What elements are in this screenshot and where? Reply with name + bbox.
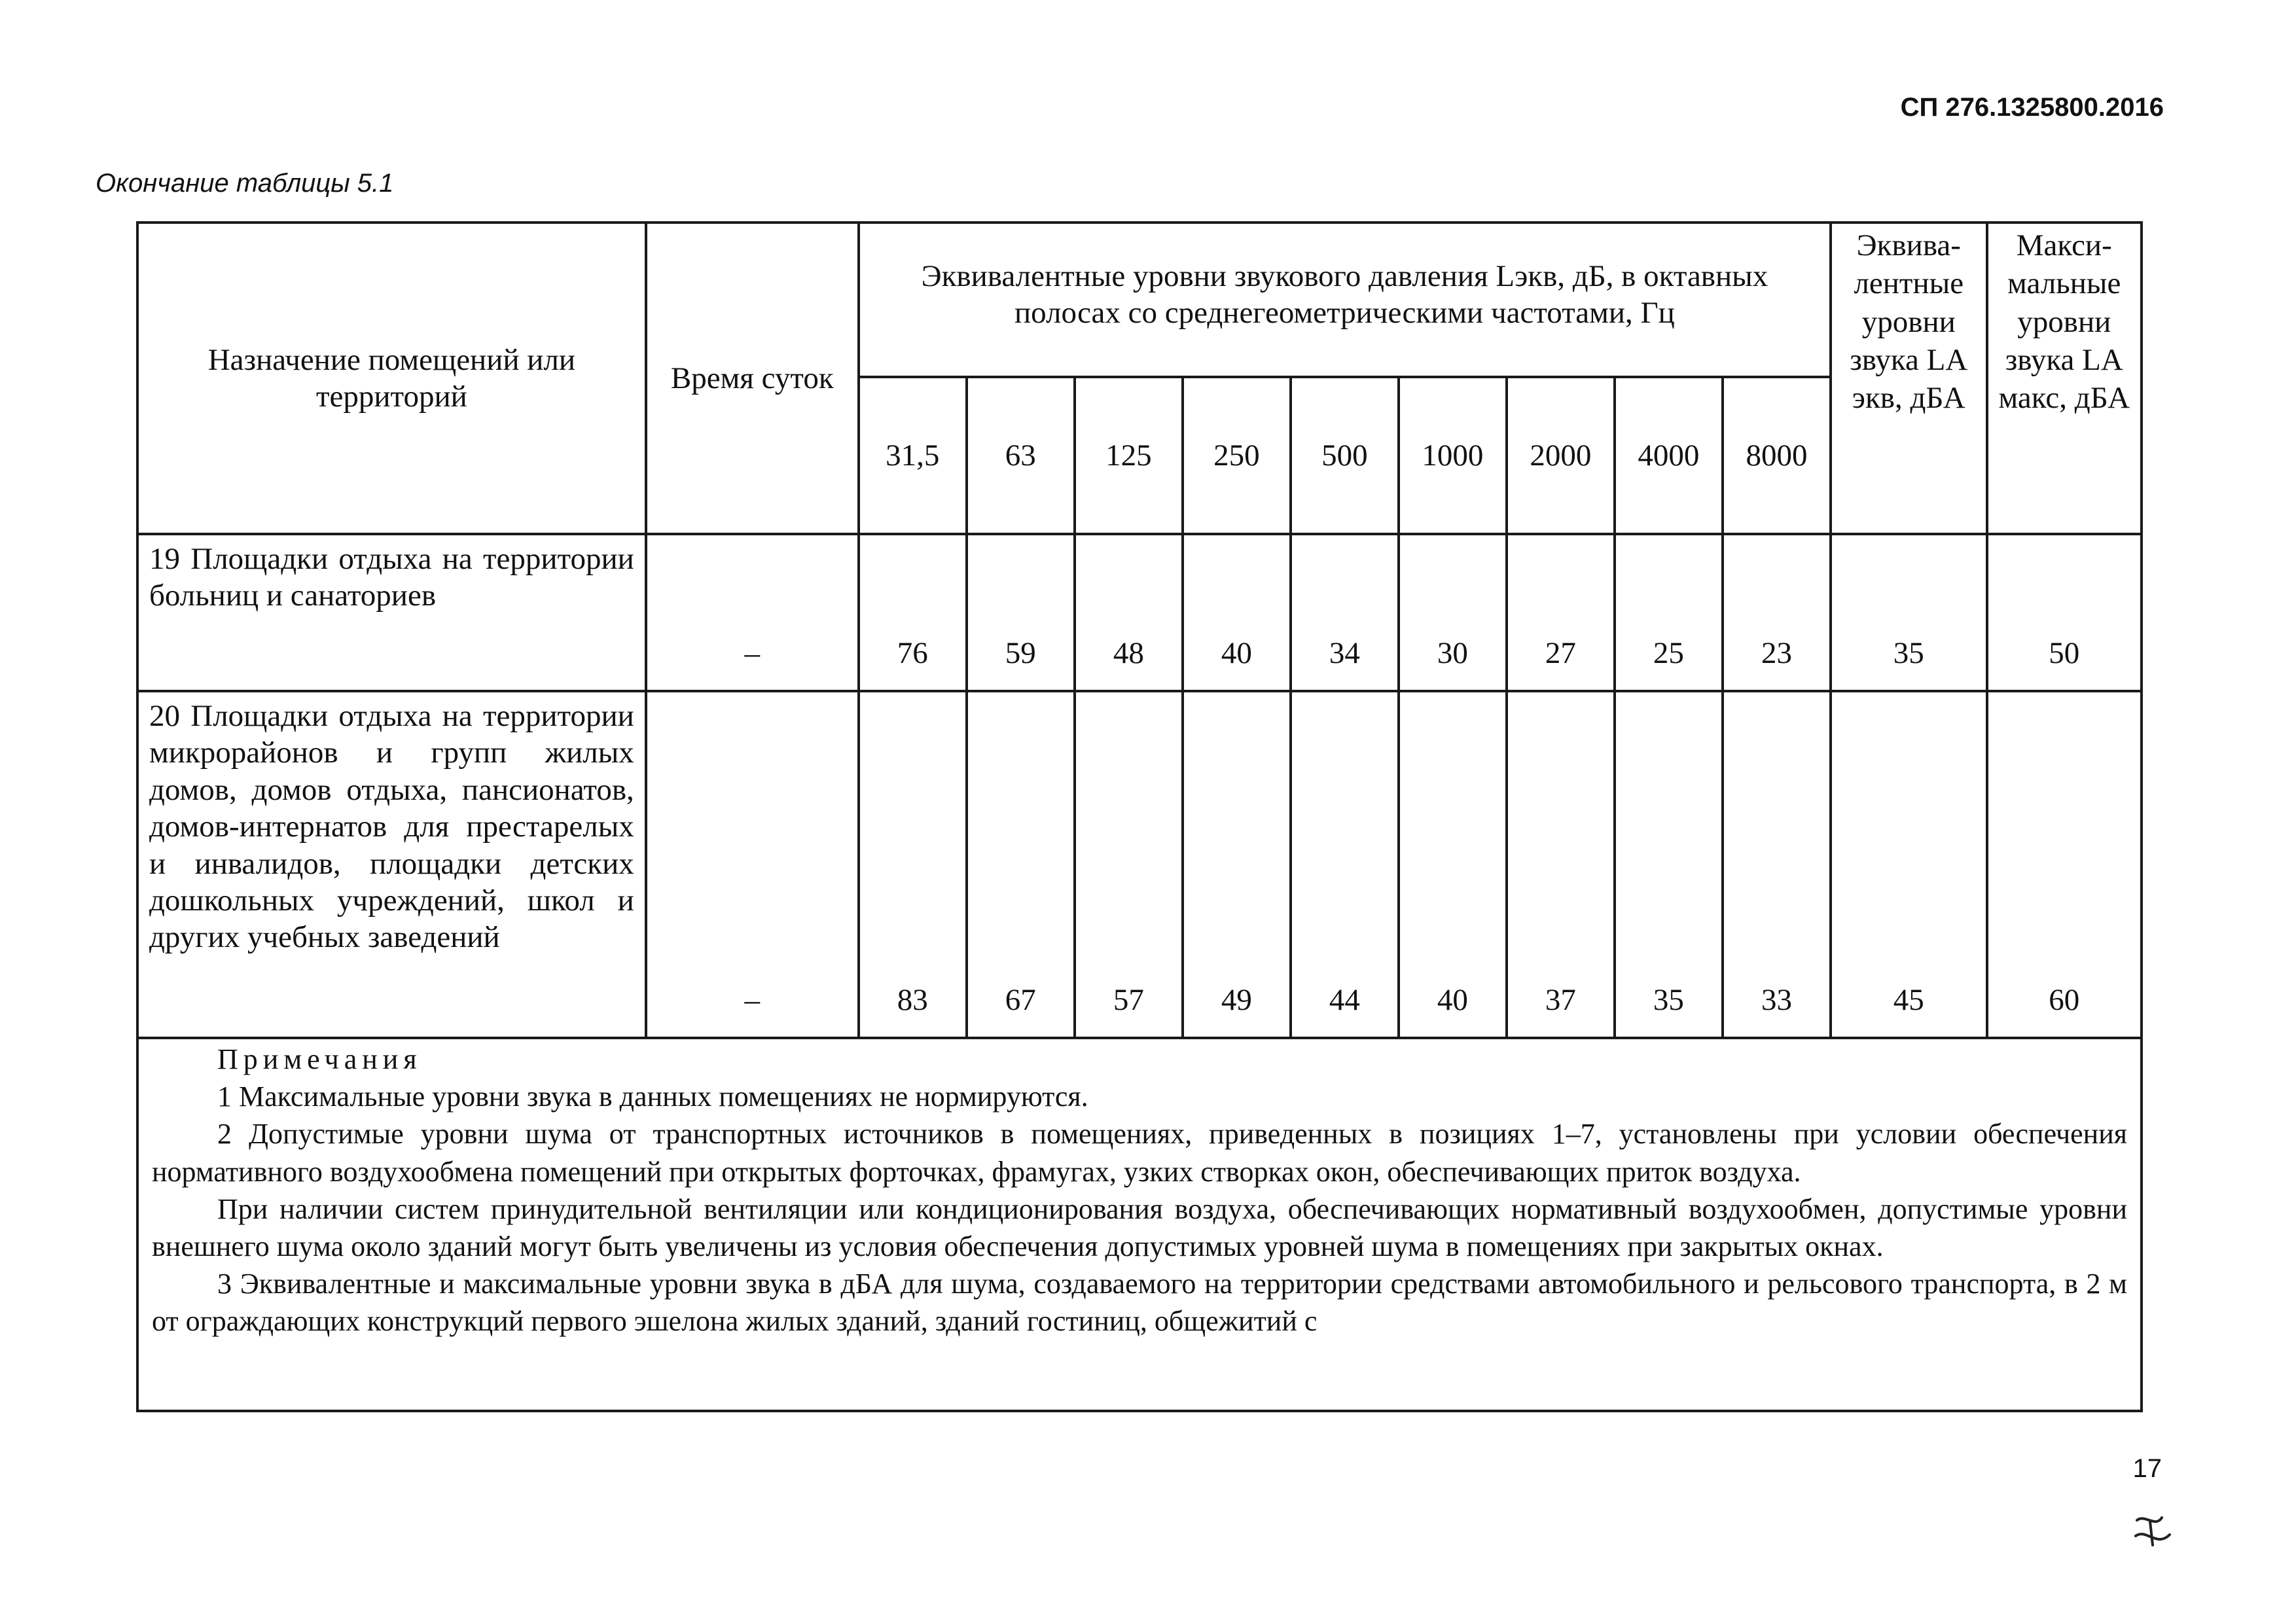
level-cell: 35 — [1615, 691, 1723, 1038]
max-level-cell: 60 — [1987, 691, 2142, 1038]
level-cell: 37 — [1507, 691, 1615, 1038]
level-cell: 67 — [967, 691, 1075, 1038]
level-cell: 30 — [1399, 534, 1507, 691]
max-level-cell: 50 — [1987, 534, 2142, 691]
note-paragraph: 2 Допустимые уровни шума от транспортных источников в помещениях, приведенных в позициях 1–7, установлены при условии обеспечения нормативного воздухообмена помещений при открытых форточках, фрамугах, узких створках окон, обеспечивающих приток воздуха. — [152, 1118, 2127, 1188]
header-equivalent-level: Эквива-лентные уровни звука LA экв, дБА — [1831, 223, 1986, 534]
level-cell: 83 — [859, 691, 967, 1038]
frequency-cell: 63 — [967, 377, 1075, 534]
level-cell: 40 — [1399, 691, 1507, 1038]
note-paragraph: При наличии систем принудительной вентиляции или кондиционирования воздуха, обеспечивающих нормативный воздухообмен, допустимые уровни внешнего шума около зданий могут быть увеличены из условия обеспечения допустимых уровней шума в помещениях при закрытых окнах. — [152, 1192, 2127, 1262]
level-cell: 40 — [1183, 534, 1291, 691]
level-cell: 48 — [1075, 534, 1183, 691]
level-cell: 59 — [967, 534, 1075, 691]
header-row — [137, 223, 2142, 377]
frequency-cell: 8000 — [1723, 377, 1831, 534]
frequency-cell: 250 — [1183, 377, 1291, 534]
document-code: СП 276.1325800.2016 — [1900, 93, 2164, 122]
notes-cell — [137, 1038, 2142, 1411]
frequency-cell: 125 — [1075, 377, 1183, 534]
handwritten-mark-icon — [2130, 1508, 2176, 1554]
room-name-cell: 19 Площадки отдыха на территории больниц и санаториев — [137, 534, 646, 691]
table-caption: Окончание таблицы 5.1 — [96, 169, 394, 198]
frequency-cell: 2000 — [1507, 377, 1615, 534]
level-cell: 25 — [1615, 534, 1723, 691]
frequency-cell: 4000 — [1615, 377, 1723, 534]
level-cell: 76 — [859, 534, 967, 691]
table-row — [137, 691, 2142, 1038]
header-time-of-day: Время суток — [646, 223, 859, 534]
notes-row — [137, 1038, 2142, 1411]
level-cell: 33 — [1723, 691, 1831, 1038]
noise-norms-table — [136, 221, 2143, 1412]
level-cell: 27 — [1507, 534, 1615, 691]
header-octave-band-levels: Эквивалентные уровни звукового давления Lэкв, дБ, в октавных полосах со среднегеометрическими частотами, Гц — [859, 223, 1831, 377]
level-cell: 44 — [1291, 691, 1399, 1038]
frequency-cell: 1000 — [1399, 377, 1507, 534]
frequency-cell: 500 — [1291, 377, 1399, 534]
level-cell: 23 — [1723, 534, 1831, 691]
level-cell: 49 — [1183, 691, 1291, 1038]
note-paragraph: 3 Эквивалентные и максимальные уровни звука в дБА для шума, создаваемого на территории средствами автомобильного и рельсового транспорта, в 2 м от ограждающих конструкций первого эшелона жилых зданий, зданий гостиниц, общежитий с — [152, 1268, 2127, 1338]
level-cell: 34 — [1291, 534, 1399, 691]
level-cell: 57 — [1075, 691, 1183, 1038]
frequency-cell: 31,5 — [859, 377, 967, 534]
equivalent-level-cell: 35 — [1831, 534, 1986, 691]
equivalent-level-cell: 45 — [1831, 691, 1986, 1038]
note-paragraph: 1 Максимальные уровни звука в данных помещениях не нормируются. — [217, 1080, 1088, 1113]
notes-title: Примечания — [217, 1043, 422, 1075]
header-max-level: Макси-мальные уровни звука LA макс, дБА — [1987, 223, 2142, 534]
page-number: 17 — [2132, 1454, 2162, 1483]
header-room-purpose: Назначение помещений или территорий — [137, 223, 646, 534]
time-cell: – — [646, 691, 859, 1038]
table-row — [137, 534, 2142, 691]
room-name-cell: 20 Площадки отдыха на территории микрорайонов и групп жилых домов, домов отдыха, пансионатов, домов-интернатов для престарелых и инвалидов, площадки детских дошкольных учреждений, школ и других учебных заведений — [137, 691, 646, 1038]
time-cell: – — [646, 534, 859, 691]
